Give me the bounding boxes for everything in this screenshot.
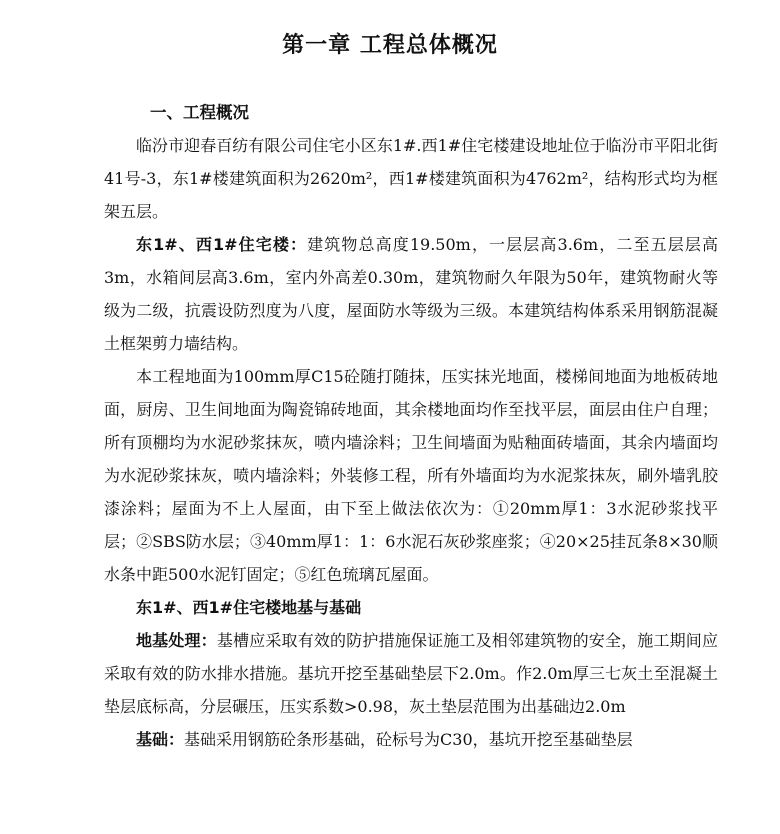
paragraph-body: 基础采用钢筋砼条形基础，砼标号为C30，基坑开挖至基础垫层 <box>184 730 633 749</box>
paragraph-foundation <box>104 723 718 756</box>
paragraph-site-location: 临汾市迎春百纺有限公司住宅小区东1#.西1#住宅楼建设地址位于临汾市平阳北街41号-3，东1#楼建筑面积为2620m²，西1#楼建筑面积为4762m²，结构形式均为框架五层。 <box>104 136 718 221</box>
paragraph-body: 基槽应采取有效的防护措施保证施工及相邻建筑物的安全，施工期间应采取有效的防水排水措施。基坑开挖至基础垫层下2.0m。作2.0m厚三七灰土至混凝土垫层底标高，分层碾压，压实系数>0.98，灰土垫层范围为出基础边2.0m <box>104 631 718 716</box>
section-heading-project-overview: 一、工程概况 <box>150 103 249 122</box>
paragraph-finishes: 本工程地面为100mm厚C15砼随打随抹，压实抹光地面，楼梯间地面为地板砖地面，厨房、卫生间地面为陶瓷锦砖地面，其余楼地面均作至找平层，面层由住户自理；所有顶棚均为水泥砂浆抹灰，喷内墙涂料；卫生间墙面为贴釉面砖墙面，其余内墙面均为水泥砂浆抹灰，喷内墙涂料；外装修工程，所有外墙面均为水泥浆抹灰，刷外墙乳胶漆涂料；屋面为不上人屋面，由下至上做法依次为：①20mm厚1：3水泥砂浆找平层；②SBS防水层；③40mm厚1：1：6水泥石灰砂浆座浆；④20×25挂瓦条8×30顺水条中距500水泥钉固定；⑤红色琉璃瓦屋面。 <box>104 367 718 584</box>
paragraph-lead-label: 东1#、西1#住宅楼： <box>136 235 308 254</box>
paragraph-building-specs <box>104 228 718 360</box>
sub-heading-foundation: 东1#、西1#住宅楼地基与基础 <box>136 598 362 617</box>
paragraph-body: 建筑物总高度19.50m，一层层高3.6m，二至五层层高3m，水箱间层高3.6m，室内外高差0.30m，建筑物耐久年限为50年，建筑物耐火等级为二级，抗震设防烈度为八度，屋面防水等级为三级。本建筑结构体系采用钢筋混凝土框架剪力墙结构。 <box>104 235 718 353</box>
chapter-title: 第一章 工程总体概况 <box>282 33 498 58</box>
paragraph-lead-label: 地基处理： <box>136 631 217 650</box>
document-body <box>104 96 718 756</box>
paragraph-lead-label: 基础： <box>136 730 185 749</box>
paragraph-ground-treatment <box>104 624 718 723</box>
